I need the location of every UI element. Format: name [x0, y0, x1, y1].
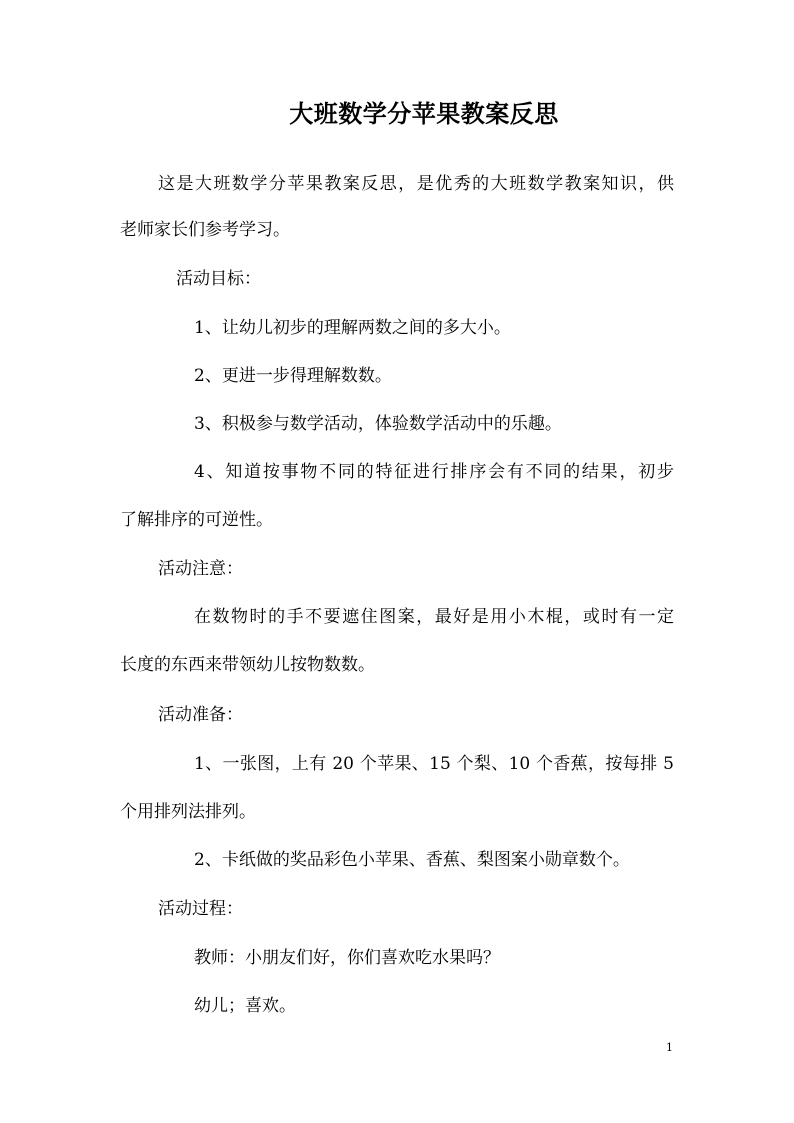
goal-item-2: 2、更进一步得理解数数。	[194, 366, 392, 386]
section-prep-heading: 活动准备：	[158, 705, 243, 725]
prep-item-1-line-2: 个用排列法排列。	[120, 802, 256, 822]
document-title: 大班数学分苹果教案反思	[289, 99, 559, 128]
prep-item-2: 2、卡纸做的奖品彩色小苹果、香蕉、梨图案小勋章数个。	[194, 850, 630, 870]
goal-item-4-line-1: 4、知道按事物不同的特征进行排序会有不同的结果，初步	[194, 462, 674, 482]
section-process-heading: 活动过程：	[158, 899, 243, 919]
goal-item-4-line-2: 了解排序的可逆性。	[120, 510, 273, 530]
dialogue-children: 幼儿；喜欢。	[194, 996, 296, 1016]
goal-item-3: 3、积极参与数学活动，体验数学活动中的乐趣。	[194, 414, 562, 434]
goal-item-1: 1、让幼儿初步的理解两数之间的多大小。	[194, 318, 511, 338]
section-goals-heading: 活动目标：	[176, 269, 261, 289]
dialogue-teacher: 教师：小朋友们好，你们喜欢吃水果吗？	[194, 948, 500, 968]
notes-line-1: 在数物时的手不要遮住图案，最好是用小木棍，或时有一定	[194, 607, 674, 627]
prep-item-1-line-1: 1、一张图，上有 20 个苹果、15 个梨、10 个香蕉，按每排 5	[194, 754, 674, 774]
page-number: 1	[666, 1041, 673, 1054]
intro-line-2: 老师家长们参考学习。	[120, 220, 290, 240]
section-notes-heading: 活动注意：	[158, 559, 243, 579]
notes-line-2: 长度的东西来带领幼儿按物数数。	[120, 655, 375, 675]
intro-line-1: 这是大班数学分苹果教案反思，是优秀的大班数学教案知识，供	[158, 174, 674, 194]
